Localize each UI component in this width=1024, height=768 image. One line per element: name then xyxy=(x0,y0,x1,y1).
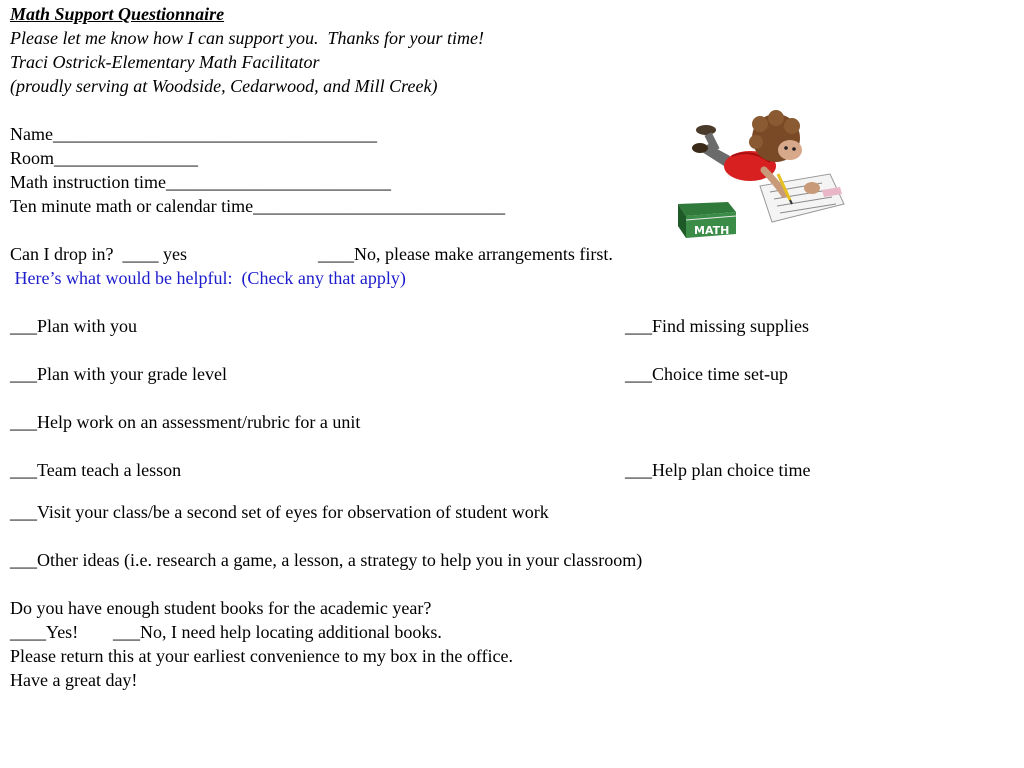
books-yes-option[interactable]: ____Yes! xyxy=(10,622,79,642)
farewell-text: Have a great day! xyxy=(10,670,138,690)
instruction-time-field[interactable]: Math instruction time_________________________ xyxy=(10,172,391,192)
math-book xyxy=(678,202,736,238)
schools-line: (proudly serving at Woodside, Cedarwood, and Mill Creek) xyxy=(10,76,438,96)
books-question: Do you have enough student books for the academic year? xyxy=(10,598,432,618)
option-team-teach[interactable]: ___Team teach a lesson xyxy=(10,460,182,480)
ten-minute-math-field[interactable]: Ten minute math or calendar time____________________________ xyxy=(10,196,506,216)
option-visit-class[interactable]: ___Visit your class/be a second set of eyes for observation of student work xyxy=(10,502,549,522)
option-plan-grade-level[interactable]: ___Plan with your grade level xyxy=(10,364,227,384)
name-field[interactable]: Name____________________________________ xyxy=(10,124,377,144)
option-find-supplies[interactable]: ___Find missing supplies xyxy=(625,316,810,336)
drop-in-no-option[interactable]: ____No, please make arrangements first. xyxy=(318,244,613,264)
return-note: Please return this at your earliest convenience to my box in the office. xyxy=(10,646,514,666)
math-book-label: MATH xyxy=(694,224,730,237)
option-assessment[interactable]: ___Help work on an assessment/rubric for a unit xyxy=(10,412,361,432)
option-choice-setup[interactable]: ___Choice time set-up xyxy=(625,364,788,384)
option-plan-with-you[interactable]: ___Plan with you xyxy=(10,316,138,336)
drop-in-yes-option[interactable]: Can I drop in? ____ yes xyxy=(10,244,187,264)
intro-text: Please let me know how I can support you. Thanks for your time! xyxy=(10,28,484,48)
room-field[interactable]: Room________________ xyxy=(10,148,199,168)
option-other-ideas[interactable]: ___Other ideas (i.e. research a game, a lesson, a strategy to help you in your classroom) xyxy=(10,550,643,570)
page-title: Math Support Questionnaire xyxy=(10,4,225,24)
child-legs xyxy=(692,125,730,166)
author-line: Traci Ostrick-Elementary Math Facilitator xyxy=(10,52,320,72)
books-no-option[interactable]: ___No, I need help locating additional books. xyxy=(113,622,442,642)
helpful-heading: Here’s what would be helpful: (Check any that apply) xyxy=(10,268,406,288)
option-plan-choice-time[interactable]: ___Help plan choice time xyxy=(625,460,811,480)
student-studying-math-icon xyxy=(672,104,852,244)
